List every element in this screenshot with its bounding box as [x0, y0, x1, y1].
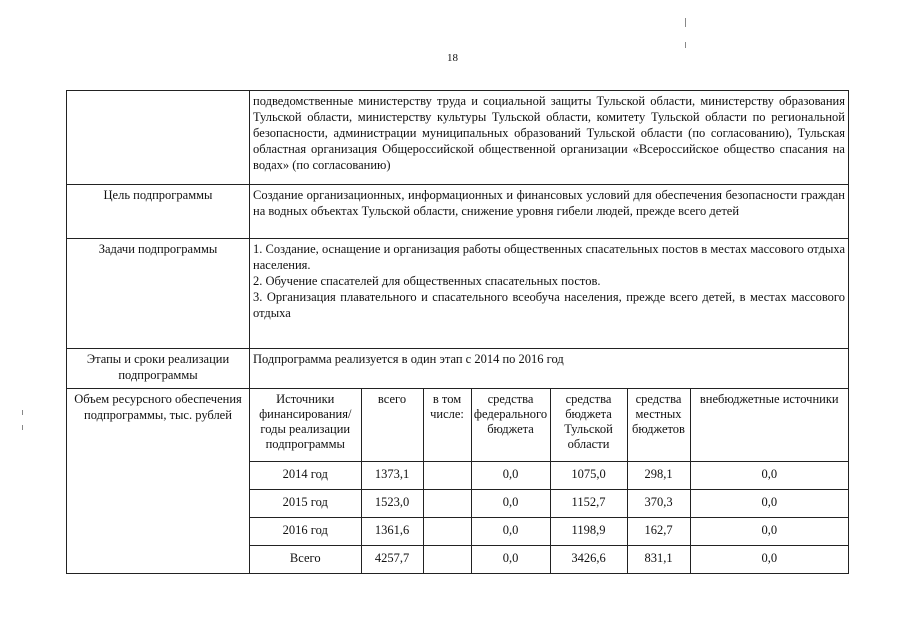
task-item: 3. Организация плавательного и спасательного всеобуча населения, прежде всего детей, в местах массового отдыха	[253, 290, 845, 320]
local-cell: 370,3	[627, 489, 690, 517]
local-cell: 831,1	[627, 545, 690, 573]
total-cell: 1523,0	[361, 489, 423, 517]
column-header: Источники финансирования/ годы реализации подпрограммы	[250, 389, 361, 461]
column-header: средства федерального бюджета	[471, 389, 550, 461]
tasks-row	[67, 239, 849, 349]
finance-row	[67, 389, 849, 574]
table-row	[250, 545, 848, 573]
total-cell: 4257,7	[361, 545, 423, 573]
finance-label: Объем ресурсного обеспечения подпрограммы, тыс. рублей	[67, 389, 250, 574]
subprogram-passport-table	[66, 90, 849, 574]
total-cell: 1361,6	[361, 517, 423, 545]
extrabudget-cell: 0,0	[690, 517, 848, 545]
federal-cell: 0,0	[471, 545, 550, 573]
table-row	[250, 461, 848, 489]
federal-cell: 0,0	[471, 461, 550, 489]
finance-header-row	[250, 389, 848, 461]
local-cell: 162,7	[627, 517, 690, 545]
column-header: в том числе:	[423, 389, 471, 461]
stages-text: Подпрограмма реализуется в один этап с 2014 по 2016 год	[250, 349, 849, 389]
scan-mark	[22, 425, 23, 430]
table-row	[250, 489, 848, 517]
regional-cell: 1198,9	[550, 517, 627, 545]
year-cell: 2015 год	[250, 489, 361, 517]
regional-cell: 3426,6	[550, 545, 627, 573]
task-item: 2. Обучение спасателей для общественных спасательных постов.	[253, 274, 601, 288]
regional-cell: 1152,7	[550, 489, 627, 517]
row-label	[67, 91, 250, 185]
stages-label: Этапы и сроки реализации подпрограммы	[67, 349, 250, 389]
executors-continuation-row	[67, 91, 849, 185]
scan-mark	[685, 18, 686, 27]
extrabudget-cell: 0,0	[690, 489, 848, 517]
column-header: внебюджетные источники	[690, 389, 848, 461]
goal-text: Создание организационных, информационных и финансовых условий для обеспечения безопасности граждан на водных объектах Тульской области, снижение уровня гибели людей, прежде всего детей	[250, 185, 849, 239]
federal-cell: 0,0	[471, 517, 550, 545]
finance-table-cell	[250, 389, 849, 574]
goal-row	[67, 185, 849, 239]
goal-label: Цель подпрограммы	[67, 185, 250, 239]
column-header: всего	[361, 389, 423, 461]
executors-text: подведомственные министерству труда и социальной защиты Тульской области, министерству образования Тульской области, министерству культуры Тульской области, комитету Тульской области по региональной безопасности, администрации муниципальных образований Тульской области (по согласованию), Тульская областная организация Общероссийской общественной организации «Всероссийское общество спасания на водах» (по согласованию)	[250, 91, 849, 185]
page-number: 18	[447, 52, 458, 64]
stages-row	[67, 349, 849, 389]
table-row	[250, 517, 848, 545]
year-cell: 2016 год	[250, 517, 361, 545]
including-cell	[423, 517, 471, 545]
scan-mark	[22, 410, 23, 415]
including-cell	[423, 489, 471, 517]
extrabudget-cell: 0,0	[690, 545, 848, 573]
task-item: 1. Создание, оснащение и организация работы общественных спасательных постов в местах массового отдыха населения.	[253, 242, 845, 272]
local-cell: 298,1	[627, 461, 690, 489]
including-cell	[423, 461, 471, 489]
scan-mark	[685, 42, 686, 48]
finance-table	[250, 389, 848, 573]
column-header: средства местных бюджетов	[627, 389, 690, 461]
federal-cell: 0,0	[471, 489, 550, 517]
column-header: средства бюджета Тульской области	[550, 389, 627, 461]
tasks-label: Задачи подпрограммы	[67, 239, 250, 349]
tasks-text	[250, 239, 849, 349]
year-cell: 2014 год	[250, 461, 361, 489]
extrabudget-cell: 0,0	[690, 461, 848, 489]
including-cell	[423, 545, 471, 573]
regional-cell: 1075,0	[550, 461, 627, 489]
year-cell: Всего	[250, 545, 361, 573]
total-cell: 1373,1	[361, 461, 423, 489]
